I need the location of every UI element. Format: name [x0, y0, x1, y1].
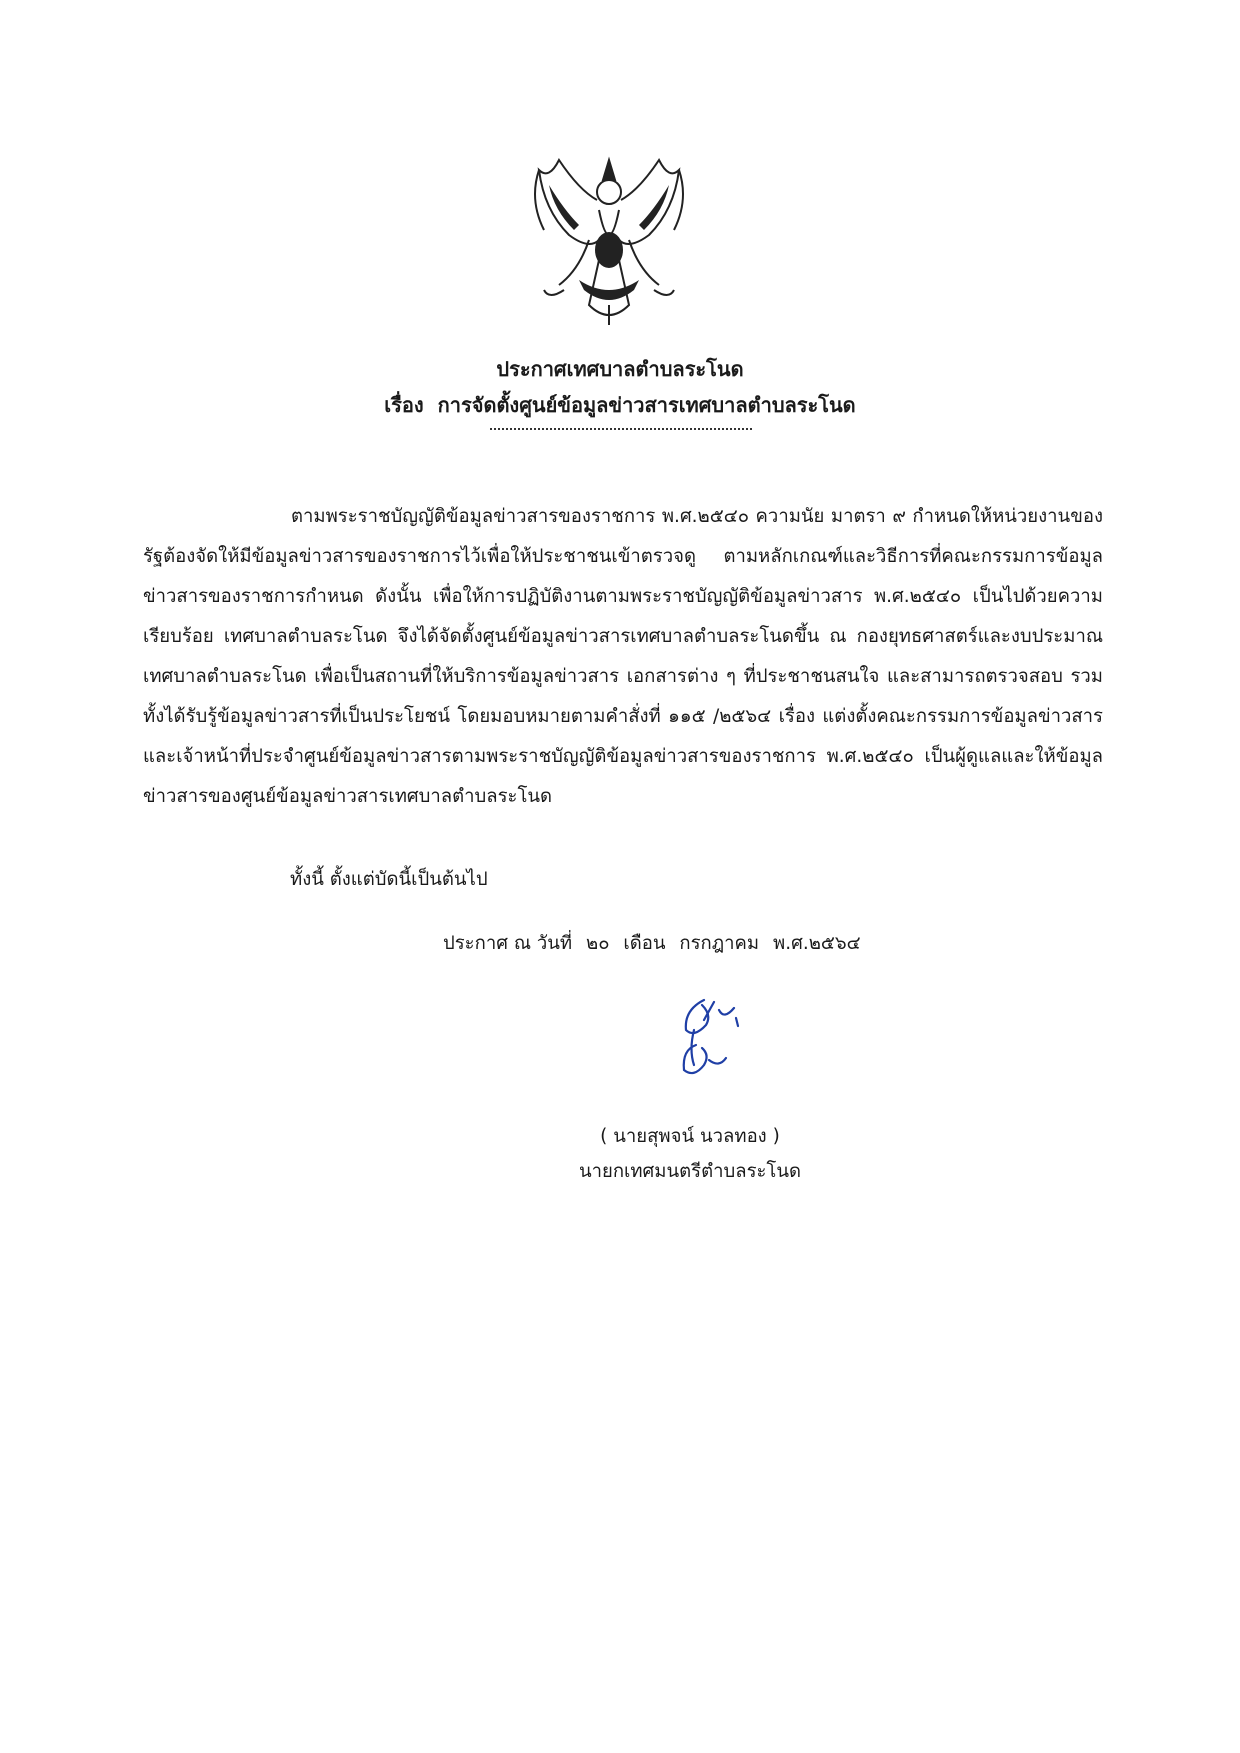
date-line	[443, 929, 869, 958]
signer-name: ( นายสุพจน์ นวลทอง )	[600, 1126, 780, 1147]
handwritten-signature-icon	[664, 990, 754, 1090]
date-month-label: เดือน	[623, 933, 666, 954]
dotted-divider	[490, 428, 752, 430]
date-month: กรกฎาคม	[679, 933, 760, 954]
closing-line: ทั้งนี้ ตั้งแต่บัดนี้เป็นต้นไป	[290, 869, 488, 890]
garuda-emblem-icon	[519, 140, 699, 330]
date-day: ๒๐	[586, 933, 610, 954]
announcement-title: ประกาศเทศบาลตำบลระโนด	[496, 357, 744, 381]
signer-title: นายกเทศมนตรีตำบลระโนด	[578, 1161, 802, 1182]
date-prefix: ประกาศ ณ วันที่	[443, 933, 573, 954]
body-paragraph: ตามพระราชบัญญัติข้อมูลข่าวสารของราชการ พ.ศ.๒๕๔๐ ความนัย มาตรา ๙ กำหนดให้หน่วยงานของรัฐต้องจัดให้มีข้อมูลข่าวสารของราชการไว้เพื่อให้ประชาชนเข้าตรวจดู ตามหลักเกณฑ์และวิธีการที่คณะกรรมการข้อมูลข่าวสารของราชการกำหนด ดังนั้น เพื่อให้การปฏิบัติงานตามพระราชบัญญัติข้อมูลข่าวสาร พ.ศ.๒๕๔๐ เป็นไปด้วยความเรียบร้อย เทศบาลตำบลระโนด จึงได้จัดตั้งศูนย์ข้อมูลข่าวสารเทศบาลตำบลระโนดขึ้น ณ กองยุทธศาสตร์และงบประมาณ เทศบาลตำบลระโนด เพื่อเป็นสถานที่ให้บริการข้อมูลข่าวสาร เอกสารต่าง ๆ ที่ประชาชนสนใจ และสามารถตรวจสอบ รวมทั้งได้รับรู้ข้อมูลข่าวสารที่เป็นประโยชน์ โดยมอบหมายตามคำสั่งที่ ๑๑๕ /๒๕๖๔ เรื่อง แต่งตั้งคณะกรรมการข้อมูลข่าวสารและเจ้าหน้าที่ประจำศูนย์ข้อมูลข่าวสารตามพระราชบัญญัติข้อมูลข่าวสารของราชการ พ.ศ.๒๕๔๐ เป็นผู้ดูแลและให้ข้อมูลข่าวสารของศูนย์ข้อมูลข่าวสารเทศบาลตำบลระโนด	[143, 506, 1103, 807]
announcement-subject-line	[0, 389, 1240, 421]
date-year: พ.ศ.๒๕๖๔	[773, 933, 861, 954]
subject-label: เรื่อง	[384, 393, 424, 417]
subject-text: การจัดตั้งศูนย์ข้อมูลข่าวสารเทศบาลตำบลระโนด	[437, 393, 856, 417]
announcement-body	[143, 497, 1103, 817]
